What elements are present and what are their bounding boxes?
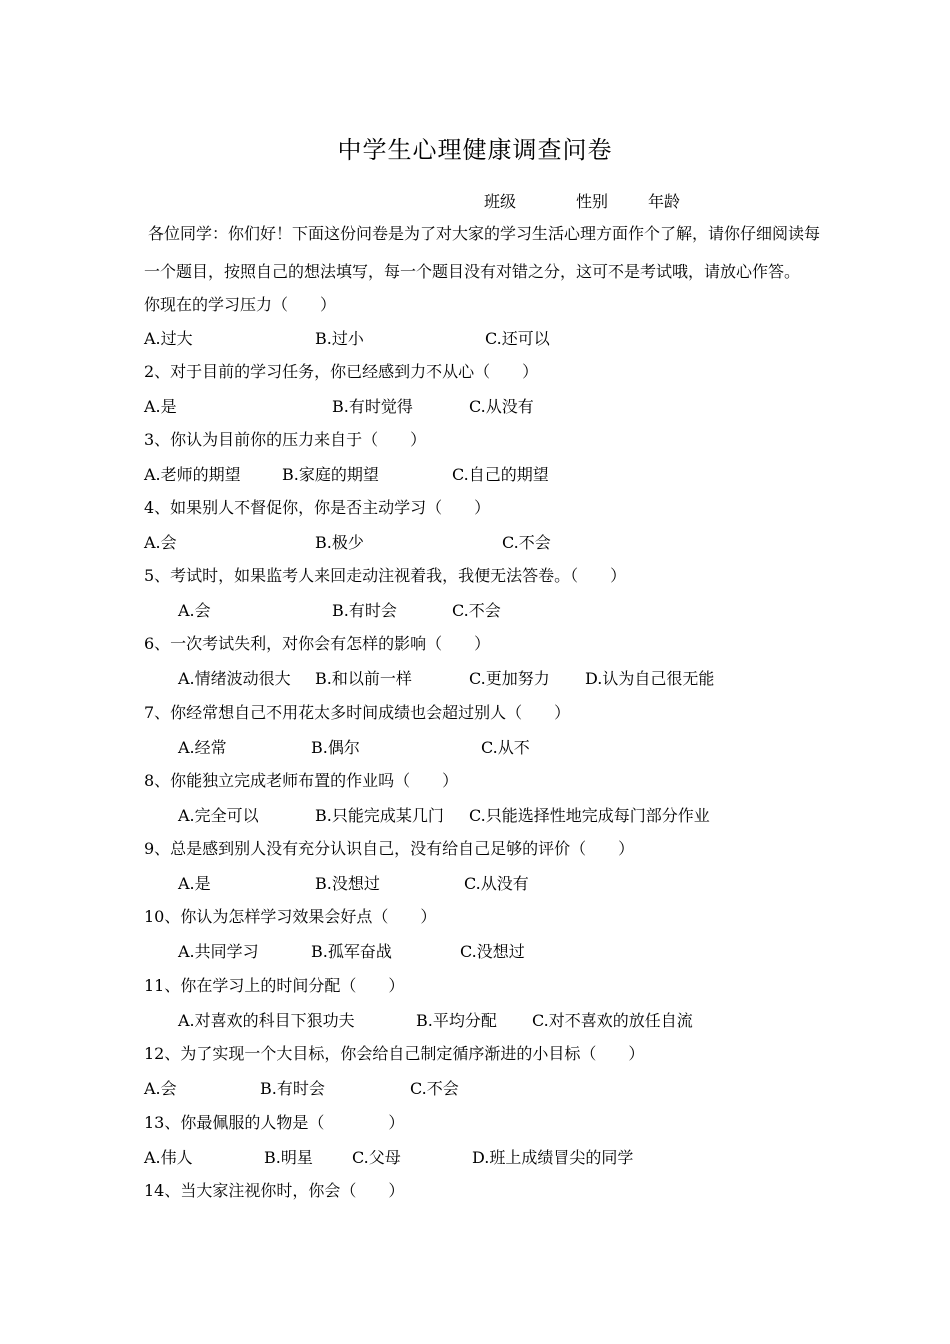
option-8a[interactable]: A.完全可以 bbox=[178, 806, 259, 825]
question-4: 4、如果别人不督促你，你是否主动学习（ ） bbox=[144, 498, 491, 517]
option-5a[interactable]: A.会 bbox=[178, 601, 211, 620]
option-8b[interactable]: B.只能完成某几门 bbox=[315, 806, 444, 825]
option-10b[interactable]: B.孤军奋战 bbox=[311, 942, 392, 961]
option-8c[interactable]: C.只能选择性地完成每门部分作业 bbox=[469, 806, 710, 825]
question-13: 13、你最佩服的人物是（ ） bbox=[144, 1113, 405, 1132]
option-6a[interactable]: A.情绪波动很大 bbox=[178, 669, 291, 688]
option-12b[interactable]: B.有时会 bbox=[260, 1079, 325, 1098]
intro-line-1: 各位同学：你们好！下面这份问卷是为了对大家的学习生活心理方面作个了解，请你仔细阅读每 bbox=[148, 224, 821, 243]
option-13d[interactable]: D.班上成绩冒尖的同学 bbox=[472, 1148, 634, 1167]
question-2: 2、对于目前的学习任务，你已经感到力不从心（ ） bbox=[144, 362, 539, 381]
option-7c[interactable]: C.从不 bbox=[481, 738, 530, 757]
option-1a[interactable]: A.过大 bbox=[144, 329, 193, 348]
class-label: 班级 bbox=[484, 192, 517, 211]
option-11a[interactable]: A.对喜欢的科目下狠功夫 bbox=[178, 1011, 355, 1030]
option-4a[interactable]: A.会 bbox=[144, 533, 177, 552]
option-3a[interactable]: A.老师的期望 bbox=[144, 465, 241, 484]
option-12c[interactable]: C.不会 bbox=[410, 1079, 459, 1098]
option-2c[interactable]: C.从没有 bbox=[469, 397, 534, 416]
option-12a[interactable]: A.会 bbox=[144, 1079, 177, 1098]
option-9b[interactable]: B.没想过 bbox=[315, 874, 380, 893]
question-8: 8、你能独立完成老师布置的作业吗（ ） bbox=[144, 771, 459, 790]
option-2a[interactable]: A.是 bbox=[144, 397, 177, 416]
option-13c[interactable]: C.父母 bbox=[352, 1148, 401, 1167]
option-10a[interactable]: A.共同学习 bbox=[178, 942, 259, 961]
age-label: 年龄 bbox=[648, 192, 681, 211]
option-10c[interactable]: C.没想过 bbox=[460, 942, 525, 961]
intro-line-2: 一个题目，按照自己的想法填写，每一个题目没有对错之分，这可不是考试哦，请放心作答。 bbox=[144, 262, 801, 281]
option-13b[interactable]: B.明星 bbox=[264, 1148, 313, 1167]
option-7a[interactable]: A.经常 bbox=[178, 738, 227, 757]
option-11b[interactable]: B.平均分配 bbox=[416, 1011, 497, 1030]
question-12: 12、为了实现一个大目标，你会给自己制定循序渐进的小目标（ ） bbox=[144, 1044, 645, 1063]
option-5b[interactable]: B.有时会 bbox=[332, 601, 397, 620]
question-1: 你现在的学习压力（ ） bbox=[144, 295, 337, 314]
gender-label: 性别 bbox=[576, 192, 609, 211]
option-2b[interactable]: B.有时觉得 bbox=[332, 397, 413, 416]
option-4c[interactable]: C.不会 bbox=[502, 533, 551, 552]
option-5c[interactable]: C.不会 bbox=[452, 601, 501, 620]
question-5: 5、考试时，如果监考人来回走动注视着我，我便无法答卷。（ ） bbox=[144, 566, 627, 585]
option-7b[interactable]: B.偶尔 bbox=[311, 738, 360, 757]
question-6: 6、一次考试失利，对你会有怎样的影响（ ） bbox=[144, 634, 491, 653]
option-4b[interactable]: B.极少 bbox=[315, 533, 364, 552]
option-1b[interactable]: B.过小 bbox=[315, 329, 364, 348]
question-11: 11、你在学习上的时间分配（ ） bbox=[144, 976, 405, 995]
option-6c[interactable]: C.更加努力 bbox=[469, 669, 550, 688]
question-10: 10、你认为怎样学习效果会好点（ ） bbox=[144, 907, 437, 926]
option-13a[interactable]: A.伟人 bbox=[144, 1148, 193, 1167]
option-3b[interactable]: B.家庭的期望 bbox=[282, 465, 379, 484]
question-7: 7、你经常想自己不用花太多时间成绩也会超过别人（ ） bbox=[144, 703, 571, 722]
option-1c[interactable]: C.还可以 bbox=[485, 329, 550, 348]
question-9: 9、总是感到别人没有充分认识自己，没有给自己足够的评价（ ） bbox=[144, 839, 635, 858]
option-11c[interactable]: C.对不喜欢的放任自流 bbox=[532, 1011, 693, 1030]
question-3: 3、你认为目前你的压力来自于（ ） bbox=[144, 430, 427, 449]
question-14: 14、当大家注视你时，你会（ ） bbox=[144, 1181, 405, 1200]
survey-title: 中学生心理健康调查问卷 bbox=[337, 136, 613, 164]
option-3c[interactable]: C.自己的期望 bbox=[452, 465, 549, 484]
option-9a[interactable]: A.是 bbox=[178, 874, 211, 893]
option-9c[interactable]: C.从没有 bbox=[464, 874, 529, 893]
option-6d[interactable]: D.认为自己很无能 bbox=[585, 669, 715, 688]
option-6b[interactable]: B.和以前一样 bbox=[315, 669, 412, 688]
